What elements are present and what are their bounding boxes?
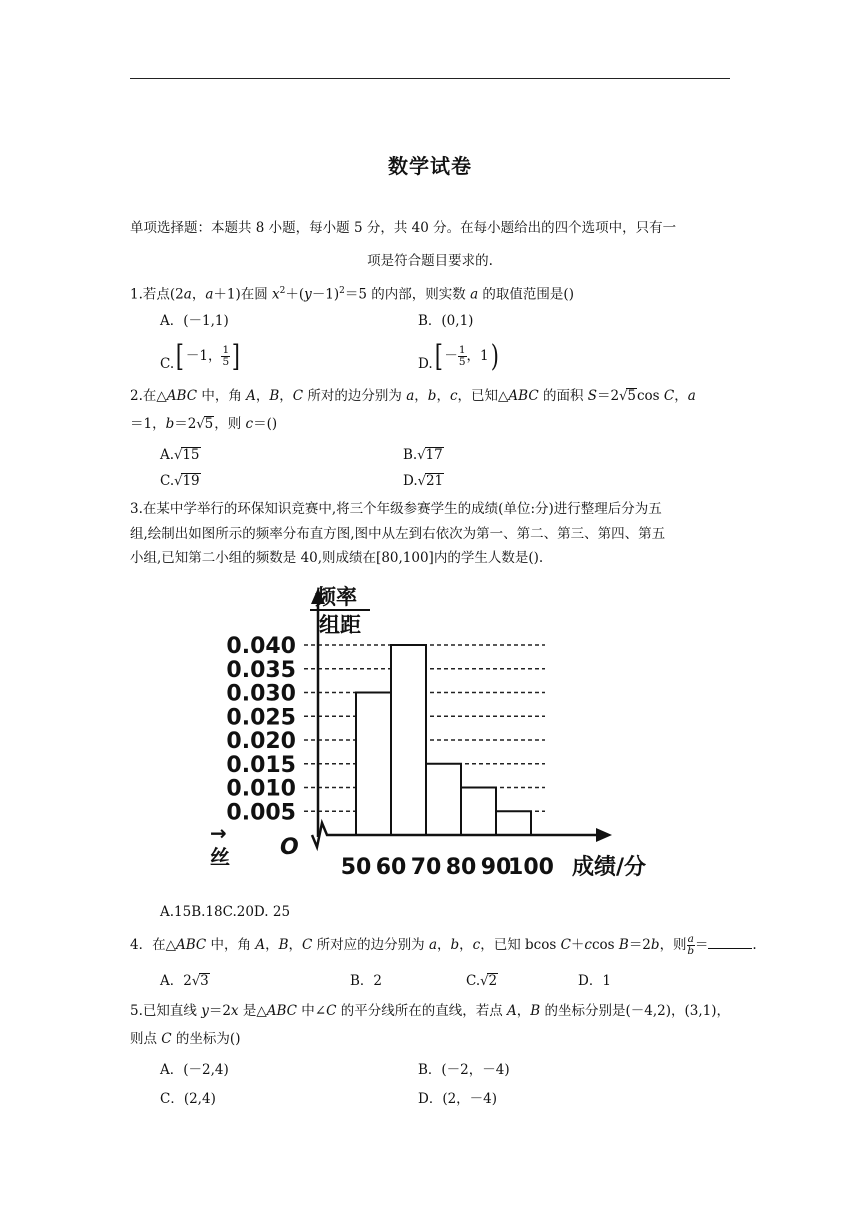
histogram-bar: [461, 788, 496, 836]
q5-option-a: A．(－2,4): [160, 1062, 229, 1078]
question-3-stem-line1: 3.在某中学举行的环保知识竞赛中,将三个年级参赛学生的成绩(单位:分)进行整理后分为五: [130, 501, 662, 517]
q4-option-a: A．2√3: [160, 973, 209, 989]
q2-option-c: C.√19: [160, 473, 200, 489]
cropped-fragment: 丝: [210, 845, 230, 869]
histogram-bar: [356, 693, 391, 836]
x-axis-label: 成绩/分: [572, 855, 647, 880]
q5-option-d: D．(2，－4): [418, 1091, 498, 1107]
section-header-line1: 单项选择题：本题共 8 小题，每小题 5 分，共 40 分。在每小题给出的四个选项中，只有一: [130, 220, 677, 236]
histogram-bar: [391, 645, 426, 835]
chart-bars: [356, 645, 531, 835]
question-3-stem-line3: 小组,已知第二小组的频数是 40,则成绩在[80,100]内的学生人数是().: [130, 550, 544, 566]
y-tick-label: 0.020: [226, 729, 296, 754]
y-axis-label-top: 频率: [315, 585, 357, 609]
question-5-stem-line2: 则点 C 的坐标为(): [130, 1031, 241, 1047]
histogram-bar: [426, 764, 461, 835]
q4-option-b: B．2: [350, 973, 383, 989]
y-tick-label: 0.025: [226, 705, 296, 731]
y-tick-label: 0.015: [226, 752, 296, 778]
q5-option-c: C．(2,4): [160, 1091, 216, 1107]
y-tick-label: 0.030: [226, 681, 296, 707]
question-5-stem-line1: 5.已知直线 y＝2x 是△ABC 中∠C 的平分线所在的直线，若点 A，B 的坐标分别是(－4,2)，(3,1)，: [130, 1003, 731, 1019]
histogram-bar: [496, 811, 531, 835]
question-3-stem-line2: 组,绘制出如图所示的频率分布直方图,图中从左到右依次为第一、第二、第三、第四、第五: [130, 526, 666, 542]
q3-options: A.15B.18C.20D. 25: [160, 904, 291, 920]
q2-option-d: D.√21: [403, 473, 444, 489]
header-rule: [130, 78, 730, 79]
q4-option-d: D．1: [578, 973, 611, 989]
x-tick-label: 50: [340, 855, 372, 880]
x-tick-label: 100: [508, 855, 554, 880]
x-tick-label: 80: [445, 855, 477, 880]
y-tick-label: 0.040: [226, 634, 296, 659]
question-1-stem: 1.若点(2a，a＋1)在圆 $x^2+(y-1)^2=5$ 的内部，则实数 a 的取值范围是(): [130, 286, 574, 303]
q1-option-b: B．(0,1): [418, 313, 474, 329]
y-tick-label: 0.035: [226, 657, 296, 683]
y-axis-label-bottom: 组距: [319, 613, 361, 637]
x-tick-label: 60: [375, 855, 407, 880]
q2-option-b: B.√17: [403, 447, 443, 463]
q5-option-b: B．(－2，－4): [418, 1062, 510, 1078]
q1-option-a: A．(－1,1): [160, 313, 229, 329]
question-2-stem-line1: 2.在△ABC 中，角 A，B，C 所对的边分别为 a，b，c，已知△ABC 的面积 S＝2√5cos C，a: [130, 388, 696, 404]
y-tick-label: 0.005: [226, 800, 296, 826]
cropped-fragment: →: [210, 821, 227, 845]
q1-option-d: D.[ － $\frac{1}{5}$ ，1): [418, 338, 499, 374]
q4-option-c: C.√2: [466, 973, 498, 989]
y-tick-label: 0.010: [226, 776, 296, 802]
origin-label: O: [280, 835, 299, 860]
question-4-stem: 4．在△ABC 中，角 A，B，C 所对应的边分别为 a，b，c，已知 bcos C＋ccos B＝2b，则 $\frac{a}{b}$ ＝ .: [130, 933, 757, 957]
page-title: 数学试卷: [388, 154, 472, 178]
x-axis-arrow: [596, 828, 612, 842]
q2-option-a: A.√15: [160, 447, 200, 463]
frequency-histogram: [200, 578, 670, 888]
section-header-line2: 项是符合题目要求的.: [367, 253, 493, 269]
answer-blank: [708, 934, 752, 949]
q1-option-c: C.[ －1， $\frac{1}{5}$ ]: [160, 338, 241, 374]
x-tick-label: 90: [480, 855, 512, 880]
question-2-stem-line2: ＝1，b＝2√5，则 c＝(): [130, 416, 278, 432]
x-tick-label: 70: [410, 855, 442, 880]
